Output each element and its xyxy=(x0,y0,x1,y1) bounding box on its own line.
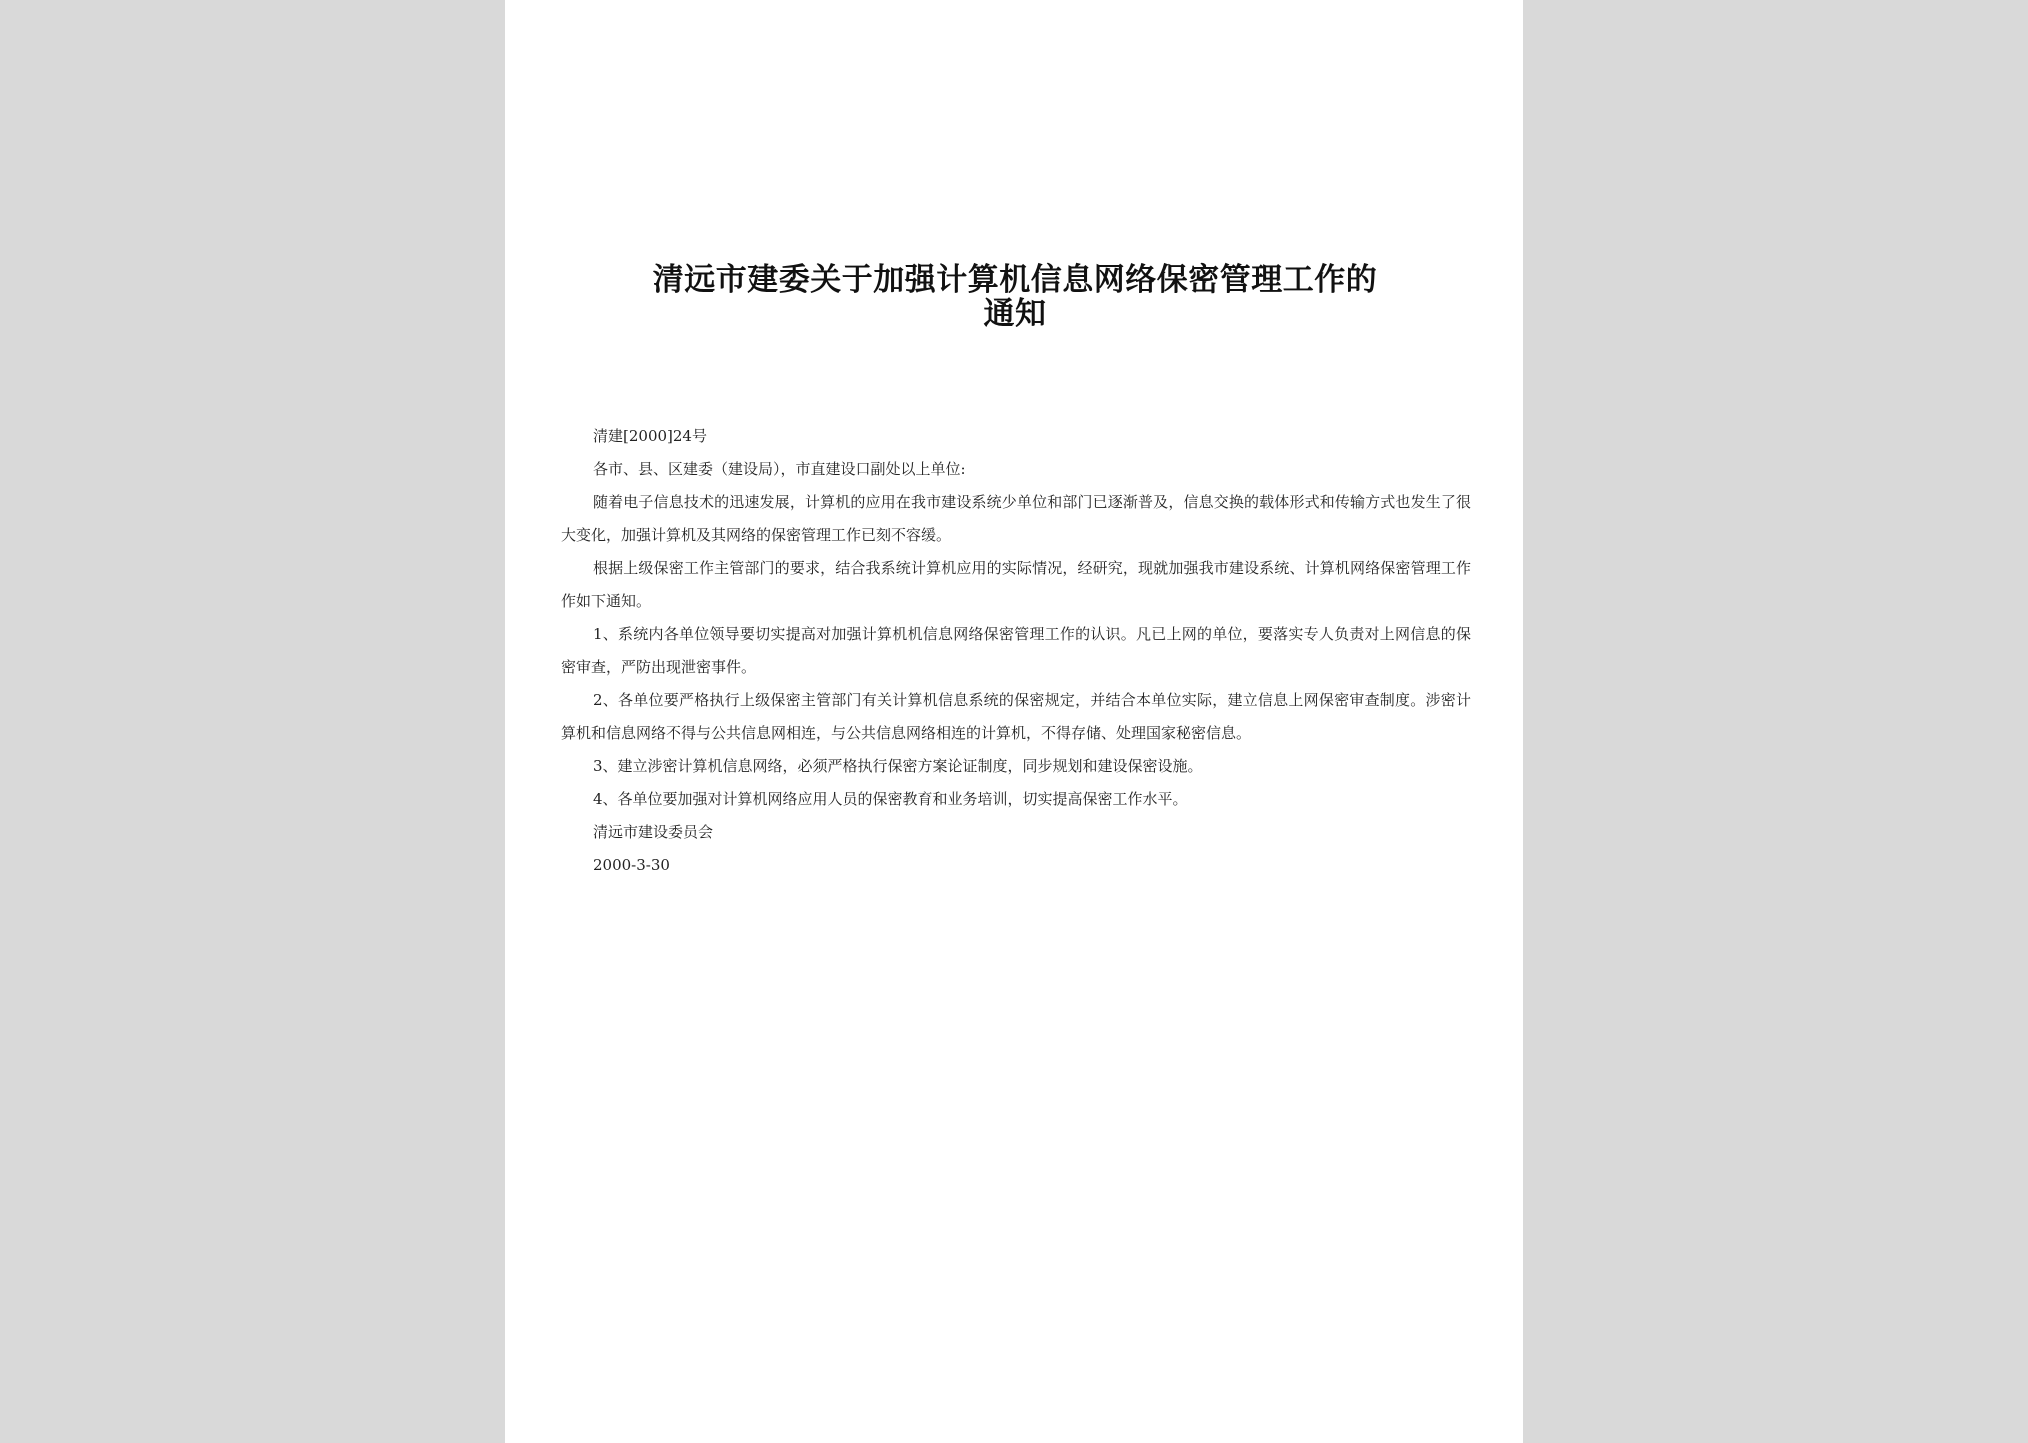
paragraph-intro: 随着电子信息技术的迅速发展，计算机的应用在我市建设系统少单位和部门已逐渐普及，信息交换的载体形式和传输方式也发生了很大变化，加强计算机及其网络的保密管理工作已刻不容缓。 xyxy=(561,493,1471,544)
signature: 清远市建设委员会 xyxy=(593,823,714,841)
document-title xyxy=(565,263,1465,331)
paragraph-item-4: 4、各单位要加强对计算机网络应用人员的保密教育和业务培训，切实提高保密工作水平。 xyxy=(593,790,1188,808)
paragraph-item-2: 2、各单位要严格执行上级保密主管部门有关计算机信息系统的保密规定，并结合本单位实际，建立信息上网保密审查制度。涉密计算机和信息网络不得与公共信息网相连，与公共信息网络相连的计算机，不得存储、处理国家秘密信息。 xyxy=(561,691,1471,742)
document-body xyxy=(561,420,1471,882)
document-number: 清建[2000]24号 xyxy=(593,427,707,445)
title-line-2: 通知 xyxy=(983,296,1047,332)
document-page xyxy=(505,0,1523,1443)
paragraph-item-3: 3、建立涉密计算机信息网络，必须严格执行保密方案论证制度，同步规划和建设保密设施。 xyxy=(593,757,1203,775)
paragraph-basis: 根据上级保密工作主管部门的要求，结合我系统计算机应用的实际情况，经研究，现就加强我市建设系统、计算机网络保密管理工作作如下通知。 xyxy=(561,559,1471,610)
paragraph-item-1: 1、系统内各单位领导要切实提高对加强计算机机信息网络保密管理工作的认识。凡已上网的单位，要落实专人负责对上网信息的保密审查，严防出现泄密事件。 xyxy=(561,625,1471,676)
title-line-1: 清远市建委关于加强计算机信息网络保密管理工作的 xyxy=(652,262,1378,298)
issue-date: 2000-3-30 xyxy=(593,856,670,874)
addressee-line: 各市、县、区建委（建设局），市直建设口副处以上单位: xyxy=(593,460,966,478)
